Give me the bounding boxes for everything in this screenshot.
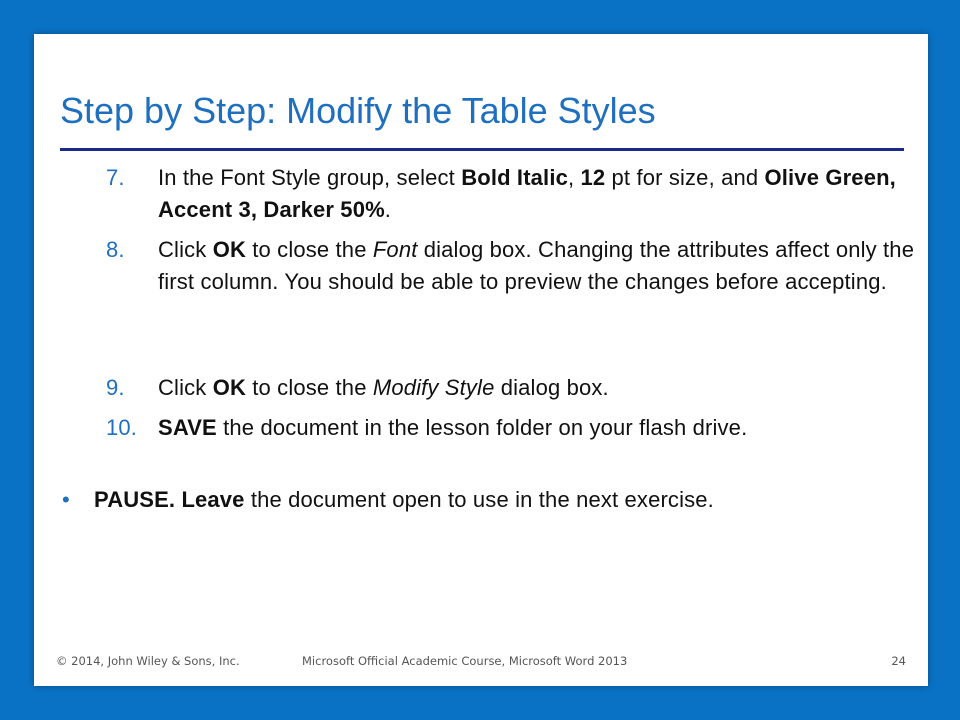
step-text-part: .: [384, 197, 392, 222]
step-text: [158, 412, 918, 444]
step-text: [158, 234, 918, 298]
footer-course: Microsoft Official Academic Course, Microsoft Word 2013: [302, 654, 628, 668]
step-bold-part: SAVE: [158, 415, 217, 440]
step-italic-part: Modify Style: [372, 375, 495, 400]
step-text-part: In the Font Style group, select: [158, 165, 462, 190]
step-text-part: pt for size, and: [605, 165, 765, 190]
step-text-part: ,: [567, 165, 581, 190]
step-number: 9.: [106, 375, 125, 400]
step-text-part: Click: [158, 375, 213, 400]
step-italic-part: Font: [372, 237, 418, 262]
footer-copyright: © 2014, John Wiley & Sons, Inc.: [56, 654, 240, 668]
slide: [34, 34, 928, 686]
step-bold-part: OK: [212, 237, 246, 262]
bullet-text: [94, 484, 894, 516]
footer-page-number: 24: [891, 654, 906, 668]
bullet-text-part: the document open to use in the next exercise.: [244, 487, 714, 512]
step-text: [158, 162, 918, 226]
step-number: 7.: [106, 165, 125, 190]
bullet-icon: •: [62, 487, 70, 512]
step-bold-part: OK: [212, 375, 246, 400]
step-bold-part: Olive Green, Accent 3, Darker 50%: [158, 165, 896, 222]
step-bold-part: 12: [580, 165, 606, 190]
step-text-part: dialog box.: [494, 375, 609, 400]
step-text-part: to close the: [246, 237, 373, 262]
bullet-bold-part: PAUSE. Leave: [94, 487, 245, 512]
step-text-part: Click: [158, 237, 213, 262]
title-divider: [60, 148, 904, 151]
step-bold-part: Bold Italic: [461, 165, 568, 190]
slide-footer: [34, 654, 928, 674]
step-number: 10.: [106, 415, 138, 440]
step-text-part: the document in the lesson folder on your flash drive.: [216, 415, 748, 440]
slide-title: Step by Step: Modify the Table Styles: [60, 90, 656, 131]
step-text: [158, 372, 918, 404]
step-text-part: to close the: [246, 375, 373, 400]
step-number: 8.: [106, 237, 125, 262]
step-text-part: dialog box. Changing the attributes affect only the first column. You should be able to preview the changes before accepting.: [158, 237, 915, 294]
